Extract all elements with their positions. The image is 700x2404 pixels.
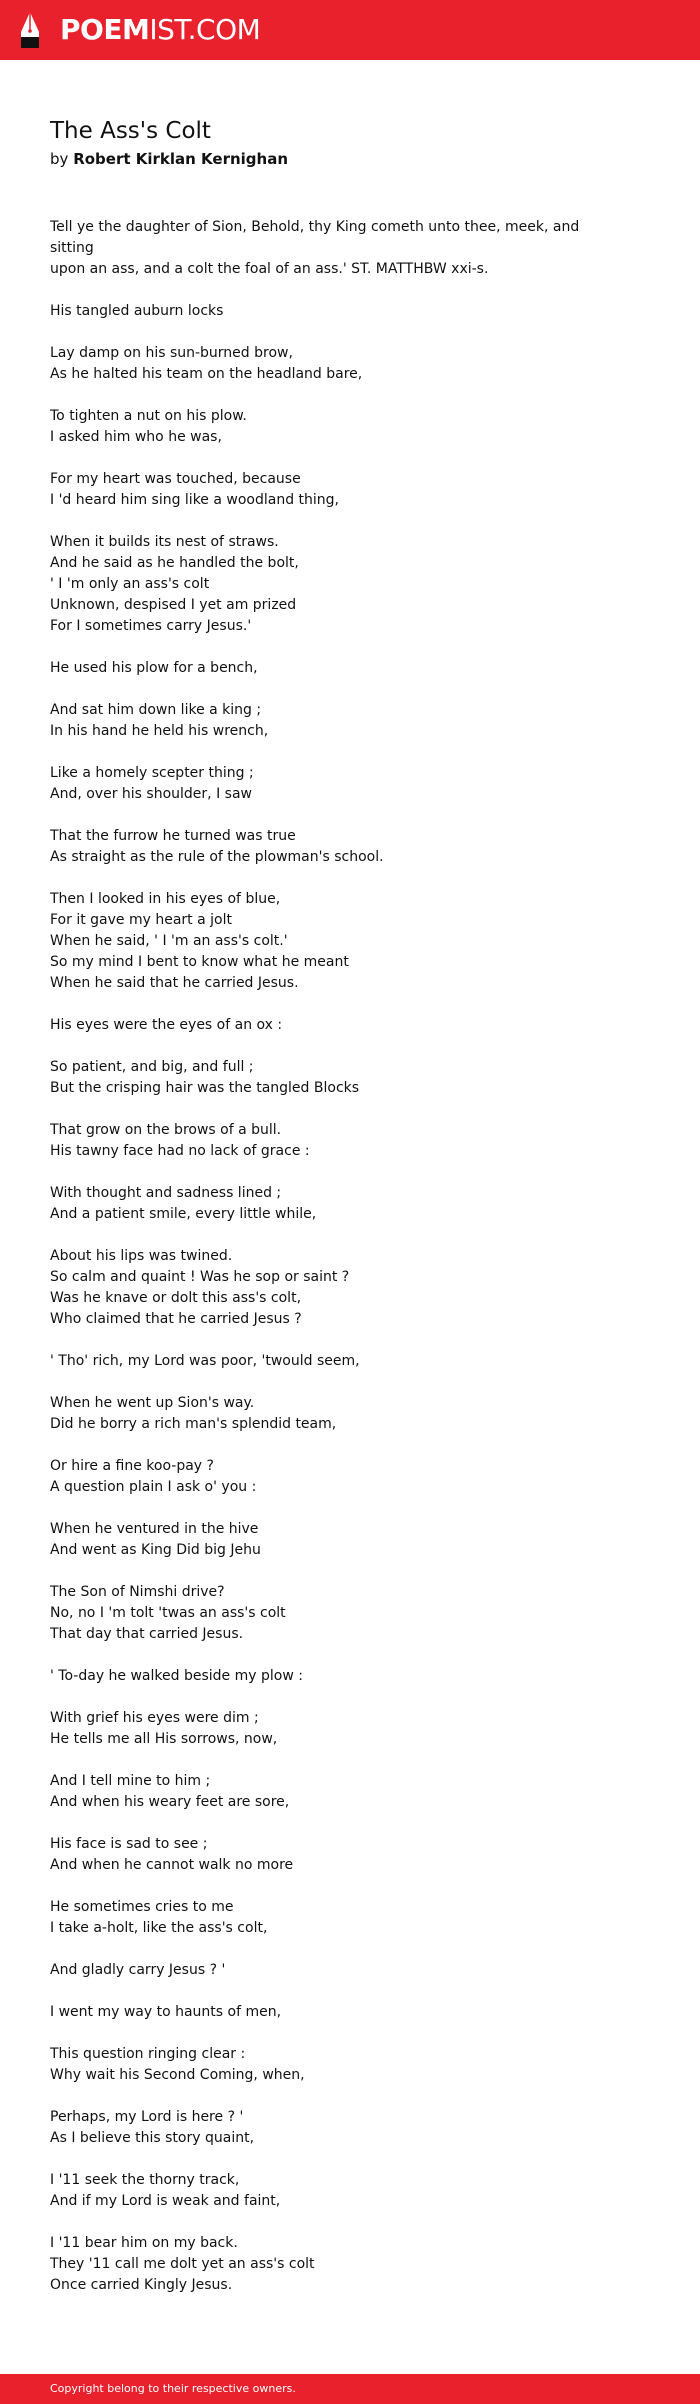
poem-stanza xyxy=(50,1456,610,1498)
poem-line: Lay damp on his sun-burned brow, xyxy=(50,345,293,361)
poem-stanza xyxy=(50,700,610,742)
poem-line: Who claimed that he carried Jesus ? xyxy=(50,1311,302,1327)
poem-line: His face is sad to see ; xyxy=(50,1836,208,1852)
poem-line: For my heart was touched, because xyxy=(50,471,301,487)
poem-line: Once carried Kingly Jesus. xyxy=(50,2277,233,2293)
poem-line: When he ventured in the hive xyxy=(50,1521,259,1537)
poem-stanza xyxy=(50,1897,610,1939)
poem-line: In his hand he held his wrench, xyxy=(50,723,269,739)
poem-stanza xyxy=(50,1708,610,1750)
poem-line: And I tell mine to him ; xyxy=(50,1773,211,1789)
poem-line: For it gave my heart a jolt xyxy=(50,912,232,928)
poem-line: I 'd heard him sing like a woodland thing, xyxy=(50,492,340,508)
poem-stanza xyxy=(50,1666,610,1687)
logo-bold-part: POEM xyxy=(60,13,150,46)
poem-line: His eyes were the eyes of an ox : xyxy=(50,1017,283,1033)
poem-line: They '11 call me dolt yet an ass's colt xyxy=(50,2256,315,2272)
poem-stanza xyxy=(50,1519,610,1561)
poem-stanza xyxy=(50,763,610,805)
poem-line: With grief his eyes were dim ; xyxy=(50,1710,259,1726)
poem-stanza xyxy=(50,1015,610,1036)
poem-line: And sat him down like a king ; xyxy=(50,702,262,718)
logo-rest-part: IST.COM xyxy=(149,13,261,46)
poem-line: Was he knave or dolt this ass's colt, xyxy=(50,1290,302,1306)
poem-stanza xyxy=(50,1351,610,1372)
poem-line: ' Tho' rich, my Lord was poor, 'twould seem, xyxy=(50,1353,360,1369)
poem-line: The Son of Nimshi drive? xyxy=(50,1584,225,1600)
poem-line: I went my way to haunts of men, xyxy=(50,2004,282,2020)
poem-line: That the furrow he turned was true xyxy=(50,828,296,844)
poem-line: To tighten a nut on his plow. xyxy=(50,408,247,424)
poem-stanza xyxy=(50,1582,610,1645)
site-logo-link[interactable] xyxy=(18,10,260,50)
copyright-text: Copyright belong to their respective owners. xyxy=(50,2382,296,2395)
poem-line: When he said, ' I 'm an ass's colt.' xyxy=(50,933,288,949)
by-label: by xyxy=(50,150,69,168)
poem-line: ' To-day he walked beside my plow : xyxy=(50,1668,303,1684)
site-header xyxy=(0,0,700,60)
poem-line: I asked him who he was, xyxy=(50,429,222,445)
poem-stanza xyxy=(50,2044,610,2086)
poem-stanza xyxy=(50,2002,610,2023)
site-footer xyxy=(0,2374,700,2404)
poem-line: Unknown, despised I yet am prized xyxy=(50,597,297,613)
poem-line: I take a-holt, like the ass's colt, xyxy=(50,1920,268,1936)
poem-line: And gladly carry Jesus ? ' xyxy=(50,1962,226,1978)
poem-line: And when his weary feet are sore, xyxy=(50,1794,290,1810)
poem-line: About his lips was twined. xyxy=(50,1248,233,1264)
poem-stanza xyxy=(50,532,610,637)
poem-stanza xyxy=(50,1834,610,1876)
poem-line: And a patient smile, every little while, xyxy=(50,1206,317,1222)
poem-stanza xyxy=(50,2107,610,2149)
site-logo-text xyxy=(60,10,260,50)
poem-stanza xyxy=(50,1771,610,1813)
poem-line: Why wait his Second Coming, when, xyxy=(50,2067,305,2083)
poem-line: His tangled auburn locks xyxy=(50,303,224,319)
poem-line: Did he borry a rich man's splendid team, xyxy=(50,1416,337,1432)
poem-line: I '11 bear him on my back. xyxy=(50,2235,238,2251)
poem-line: So calm and quaint ! Was he sop or saint ? xyxy=(50,1269,350,1285)
poem-line: When he said that he carried Jesus. xyxy=(50,975,299,991)
poem-byline xyxy=(50,148,288,170)
poem-line: As I believe this story quaint, xyxy=(50,2130,255,2146)
poem-line: As he halted his team on the headland bare, xyxy=(50,366,363,382)
poem-stanza xyxy=(50,469,610,511)
poem-line: Then I looked in his eyes of blue, xyxy=(50,891,281,907)
poem-line: And when he cannot walk no more xyxy=(50,1857,294,1873)
poem-author[interactable]: Robert Kirklan Kernighan xyxy=(73,150,289,168)
poem-line: This question ringing clear : xyxy=(50,2046,246,2062)
poem-line: That day that carried Jesus. xyxy=(50,1626,244,1642)
poem-stanza xyxy=(50,2170,610,2212)
poem-stanza xyxy=(50,343,610,385)
poem-line: With thought and sadness lined ; xyxy=(50,1185,282,1201)
poem-line: But the crisping hair was the tangled Blocks xyxy=(50,1080,360,1096)
poem-stanza xyxy=(50,1120,610,1162)
poem-line: When it builds its nest of straws. xyxy=(50,534,279,550)
poem-stanza xyxy=(50,1246,610,1330)
poem-line: A question plain I ask o' you : xyxy=(50,1479,257,1495)
quill-pen-icon xyxy=(18,10,42,50)
poem-stanza xyxy=(50,1393,610,1435)
poem-title: The Ass's Colt xyxy=(50,118,211,144)
poem-line: When he went up Sion's way. xyxy=(50,1395,255,1411)
poem-line: So my mind I bent to know what he meant xyxy=(50,954,349,970)
poem-stanza xyxy=(50,826,610,868)
poem-line: upon an ass, and a colt the foal of an ass.' ST. MATTHBW xxi-s. xyxy=(50,261,489,277)
poem-stanza xyxy=(50,1183,610,1225)
poem-line: As straight as the rule of the plowman's school. xyxy=(50,849,384,865)
poem-stanza xyxy=(50,1960,610,1981)
poem-stanza xyxy=(50,301,610,322)
poem-line: Perhaps, my Lord is here ? ' xyxy=(50,2109,244,2125)
poem-line: And if my Lord is weak and faint, xyxy=(50,2193,281,2209)
poem-line: He sometimes cries to me xyxy=(50,1899,234,1915)
poem-line: Like a homely scepter thing ; xyxy=(50,765,254,781)
poem-stanza xyxy=(50,658,610,679)
poem-line: That grow on the brows of a bull. xyxy=(50,1122,282,1138)
poem-line: I '11 seek the thorny track, xyxy=(50,2172,240,2188)
poem-line: And went as King Did big Jehu xyxy=(50,1542,261,1558)
poem-stanza xyxy=(50,406,610,448)
poem-line: He used his plow for a bench, xyxy=(50,660,258,676)
poem-line: No, no I 'm tolt 'twas an ass's colt xyxy=(50,1605,286,1621)
poem-stanza xyxy=(50,217,610,280)
poem-stanza xyxy=(50,889,610,994)
poem-line: He tells me all His sorrows, now, xyxy=(50,1731,278,1747)
poem-line: Or hire a fine koo-pay ? xyxy=(50,1458,214,1474)
poem-line: His tawny face had no lack of grace : xyxy=(50,1143,310,1159)
poem-line: Tell ye the daughter of Sion, Behold, thy King cometh unto thee, meek, and sitting xyxy=(50,219,580,256)
poem-stanza xyxy=(50,1057,610,1099)
poem-line: For I sometimes carry Jesus.' xyxy=(50,618,252,634)
poem-line: And he said as he handled the bolt, xyxy=(50,555,299,571)
poem-line: So patient, and big, and full ; xyxy=(50,1059,254,1075)
poem-line: ' I 'm only an ass's colt xyxy=(50,576,210,592)
poem-stanza xyxy=(50,2233,610,2296)
poem-body xyxy=(50,217,610,2317)
poem-line: And, over his shoulder, I saw xyxy=(50,786,252,802)
